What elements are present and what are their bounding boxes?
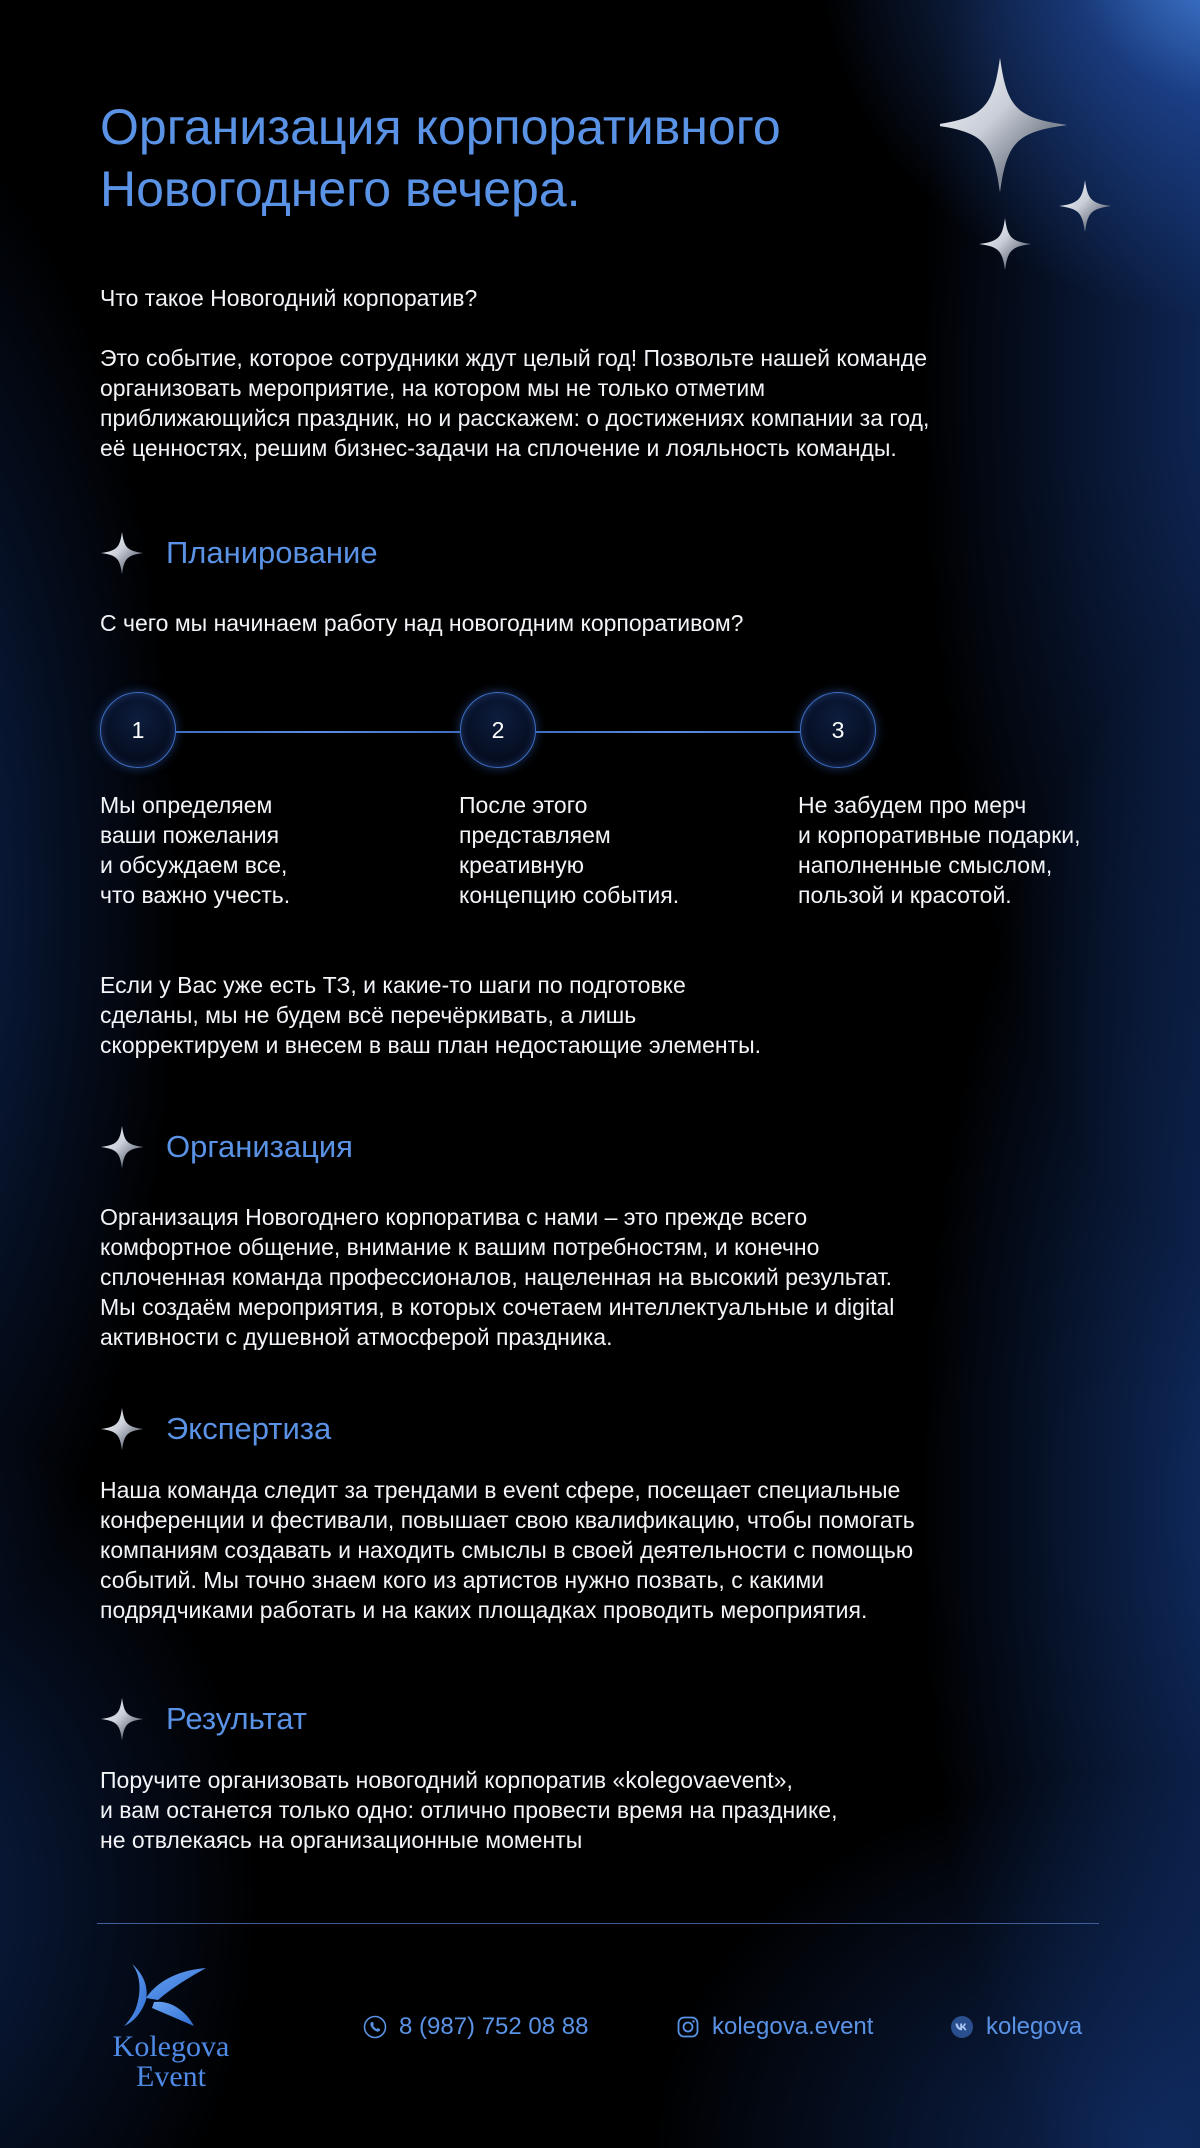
- paragraph-line: компаниям создавать и находить смыслы в своей деятельности с помощью: [100, 1537, 914, 1563]
- result-paragraph: [100, 1765, 838, 1855]
- phone-number: 8 (987) 752 08 88: [399, 2013, 589, 2040]
- step-line: Не забудем про мерч: [798, 792, 1027, 818]
- page-title-line-1: Организация корпоративного: [100, 99, 781, 155]
- section-planning-header: [100, 530, 378, 576]
- instagram-link[interactable]: [676, 2012, 873, 2042]
- step-number-2: 2: [460, 692, 536, 768]
- instagram-icon: [676, 2015, 700, 2039]
- intro-paragraph: [100, 343, 929, 463]
- section-result-header: [100, 1696, 307, 1742]
- timeline-connector: [176, 731, 460, 733]
- step-line: После этого: [459, 792, 588, 818]
- step-line: представляем: [459, 822, 611, 848]
- step-line: и обсуждаем все,: [100, 852, 288, 878]
- logo-line: Kolegova: [112, 2030, 230, 2063]
- step-number-3: 3: [800, 692, 876, 768]
- paragraph-line: Мы создаём мероприятия, в которых сочетаем интеллектуальные и digital: [100, 1294, 895, 1320]
- note-line: скорректируем и внесем в ваш план недостающие элементы.: [100, 1032, 762, 1058]
- sparkle-large-icon: [940, 58, 1067, 192]
- logo-wordmark: [96, 2032, 246, 2092]
- footer-divider: [97, 1923, 1099, 1924]
- vk-handle: kolegova: [986, 2013, 1083, 2040]
- step-line: наполненные смыслом,: [798, 852, 1053, 878]
- paragraph-line: Организация Новогоднего корпоратива с нами – это прежде всего: [100, 1204, 808, 1230]
- step-line: пользой и красотой.: [798, 882, 1012, 908]
- instagram-handle: kolegova.event: [712, 2013, 874, 2040]
- step-number-1: 1: [100, 692, 176, 768]
- paragraph-line: Наша команда следит за трендами в event сфере, посещает специальные: [100, 1477, 901, 1503]
- planning-timeline: [100, 692, 1150, 772]
- paragraph-line: комфортное общение, внимание к вашим потребностям, и конечно: [100, 1234, 820, 1260]
- brand-logo[interactable]: [96, 1960, 246, 2100]
- intro-line: Это событие, которое сотрудники ждут целый год! Позвольте нашей команде: [100, 345, 928, 371]
- paragraph-line: активности с душевной атмосферой праздника.: [100, 1324, 613, 1350]
- section-result-title: Результат: [166, 1701, 307, 1736]
- section-organization-title: Организация: [166, 1129, 353, 1164]
- planning-question: С чего мы начинаем работу над новогодним корпоративом?: [100, 610, 744, 636]
- logo-line: Event: [136, 2060, 206, 2093]
- timeline-connector: [536, 731, 800, 733]
- section-expertise-title: Экспертиза: [166, 1411, 332, 1446]
- step-line: что важно учесть.: [100, 882, 291, 908]
- phone-icon: [363, 2015, 387, 2039]
- intro-line: организовать мероприятие, на котором мы не только отметим: [100, 375, 766, 401]
- note-line: Если у Вас уже есть ТЗ, и какие-то шаги по подготовке: [100, 972, 686, 998]
- sparkle-small-icon: [979, 218, 1031, 270]
- page-title: [100, 96, 960, 220]
- paragraph-line: конференции и фестивали, повышает свою квалификацию, чтобы помогать: [100, 1507, 915, 1533]
- paragraph-line: и вам останется только одно: отлично провести время на празднике,: [100, 1797, 838, 1823]
- decorative-stars: [940, 55, 1120, 285]
- sparkle-star-icon: [100, 1125, 144, 1169]
- planning-note: [100, 970, 761, 1060]
- step-description-2: [459, 790, 679, 910]
- paragraph-line: не отвлекаясь на организационные моменты: [100, 1827, 583, 1853]
- paragraph-line: Поручите организовать новогодний корпоратив «kolegovaevent»,: [100, 1767, 793, 1793]
- paragraph-line: подрядчиками работать и на каких площадках проводить мероприятия.: [100, 1597, 868, 1623]
- section-organization-header: [100, 1124, 353, 1170]
- section-expertise-header: [100, 1406, 331, 1452]
- expertise-paragraph: [100, 1475, 915, 1625]
- intro-line: приближающийся праздник, но и расскажем: о достижениях компании за год,: [100, 405, 930, 431]
- k-logo-icon: [96, 1960, 246, 2030]
- sparkle-star-icon: [100, 1407, 144, 1451]
- sparkle-star-icon: [100, 531, 144, 575]
- section-planning-title: Планирование: [166, 535, 378, 570]
- paragraph-line: сплоченная команда профессионалов, нацеленная на высокий результат.: [100, 1264, 893, 1290]
- phone-link[interactable]: [363, 2012, 588, 2042]
- step-description-3: [798, 790, 1081, 910]
- step-line: ваши пожелания: [100, 822, 280, 848]
- vk-icon: [950, 2015, 974, 2039]
- vk-link[interactable]: [950, 2012, 1082, 2042]
- intro-question: Что такое Новогодний корпоратив?: [100, 285, 478, 311]
- intro-line: её ценностях, решим бизнес-задачи на сплочение и лояльность команды.: [100, 435, 897, 461]
- step-line: Мы определяем: [100, 792, 273, 818]
- note-line: сделаны, мы не будем всё перечёркивать, а лишь: [100, 1002, 637, 1028]
- sparkle-star-icon: [100, 1697, 144, 1741]
- step-line: концепцию события.: [459, 882, 680, 908]
- page-title-line-2: Новогоднего вечера.: [100, 161, 581, 217]
- paragraph-line: событий. Мы точно знаем кого из артистов нужно позвать, с какими: [100, 1567, 825, 1593]
- sparkle-small-icon: [1059, 180, 1111, 232]
- step-line: и корпоративные подарки,: [798, 822, 1081, 848]
- organization-paragraph: [100, 1202, 894, 1352]
- step-line: креативную: [459, 852, 584, 878]
- step-description-1: [100, 790, 290, 910]
